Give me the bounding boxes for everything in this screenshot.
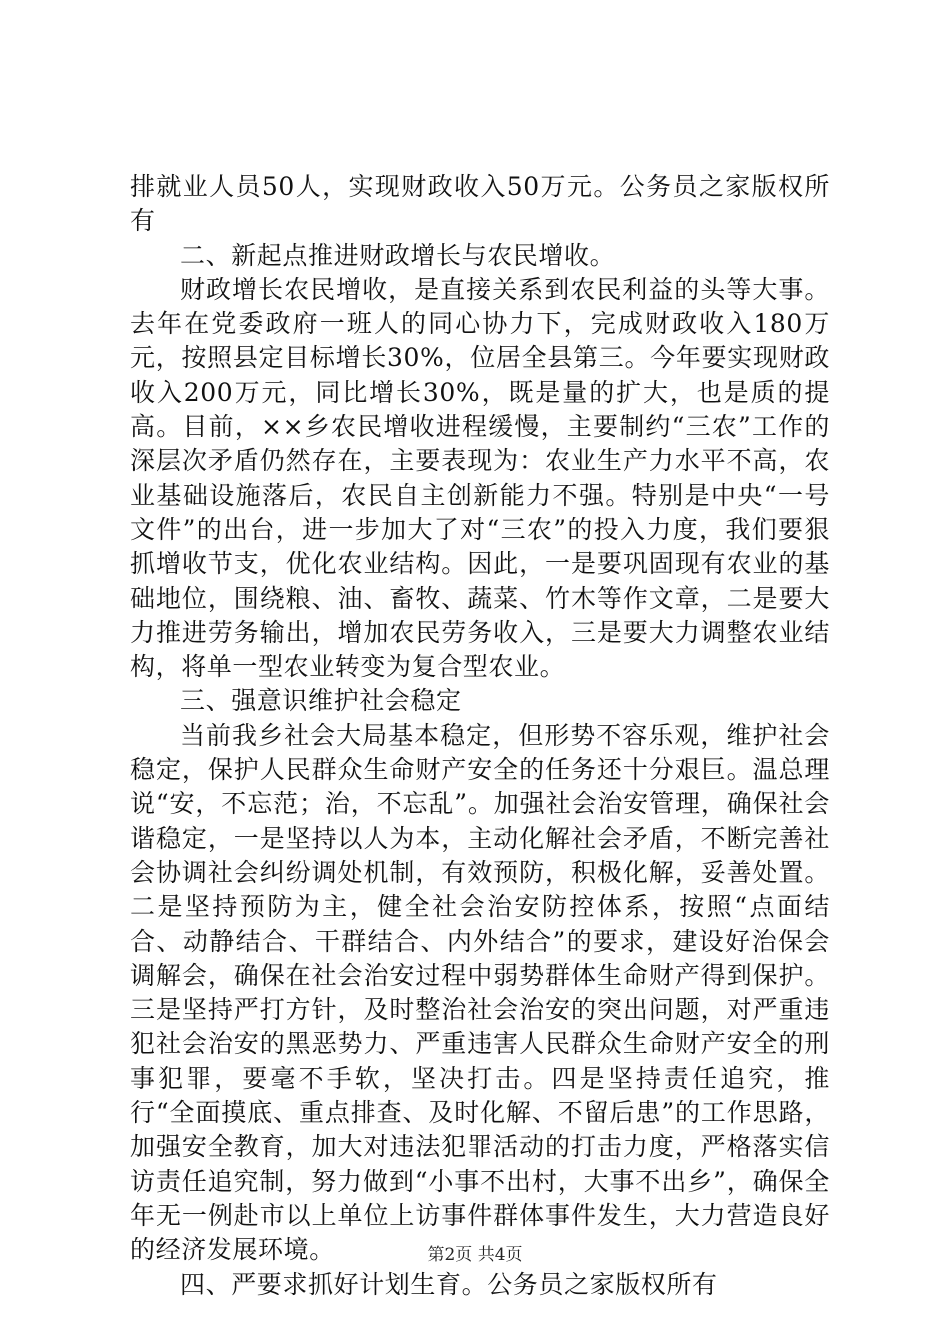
section-heading-2: 二、新起点推进财政增长与农民增收。 [180,240,616,270]
paragraph-continuation: 排就业人员50人，实现财政收入50万元。公务员之家版权所有 [130,172,830,236]
document-body [130,170,830,1302]
paragraph-social-stability: 当前我乡社会大局基本稳定，但形势不容乐观，维护社会稳定，保护人民群众生命财产安全的任务还十分艰巨。温总理说“安，不忘范；治，不忘乱”。加强社会治安管理，确保社会谐稳定，一是坚持以人为本，主动化解社会矛盾，不断完善社会协调社会纠纷调处机制，有效预防，积极化解，妥善处置。二是坚持预防为主，健全社会治安防控体系，按照“点面结合、动静结合、干群结合、内外结合”的要求，建设好治保会调解会，确保在社会治安过程中弱势群体生命财产得到保护。三是坚持严打方针，及时整治社会治安的突出问题，对严重违犯社会治安的黑恶势力、严重违害人民群众生命财产安全的刑事犯罪，要毫不手软，坚决打击。四是坚持责任追究，推行“全面摸底、重点排查、及时化解、不留后患”的工作思路，加强安全教育，加大对违法犯罪活动的打击力度，严格落实信访责任追究制，努力做到“小事不出村，大事不出乡”，确保全年无一例赴市以上单位上访事件群体事件发生，大力营造良好的经济发展环境。 [130,720,830,1265]
section-heading-4: 四、严要求抓好计划生育。公务员之家版权所有 [180,1269,718,1299]
section-heading-3: 三、强意识维护社会稳定 [180,686,462,716]
page-number-footer: 第2页 共4页 [427,1245,523,1265]
paragraph-fiscal-growth: 财政增长农民增收，是直接关系到农民利益的头等大事。去年在党委政府一班人的同心协力下，完成财政收入180万元，按照县定目标增长30%，位居全县第三。今年要实现财政收入200万元，同比增长30%，既是量的扩大，也是质的提高。目前，××乡农民增收进程缓慢，主要制约“三农”工作的深层次矛盾仍然存在，主要表现为：农业生产力水平不高，农业基础设施落后，农民自主创新能力不强。特别是中央“一号文件”的出台，进一步加大了对“三农”的投入力度，我们要狠抓增收节支，优化农业结构。因此，一是要巩固现有农业的基础地位，围绕粮、油、畜牧、蔬菜、竹木等作文章，二是要大力推进劳务输出，增加农民劳务收入，三是要大力调整农业结构，将单一型农业转变为复合型农业。 [130,274,830,682]
